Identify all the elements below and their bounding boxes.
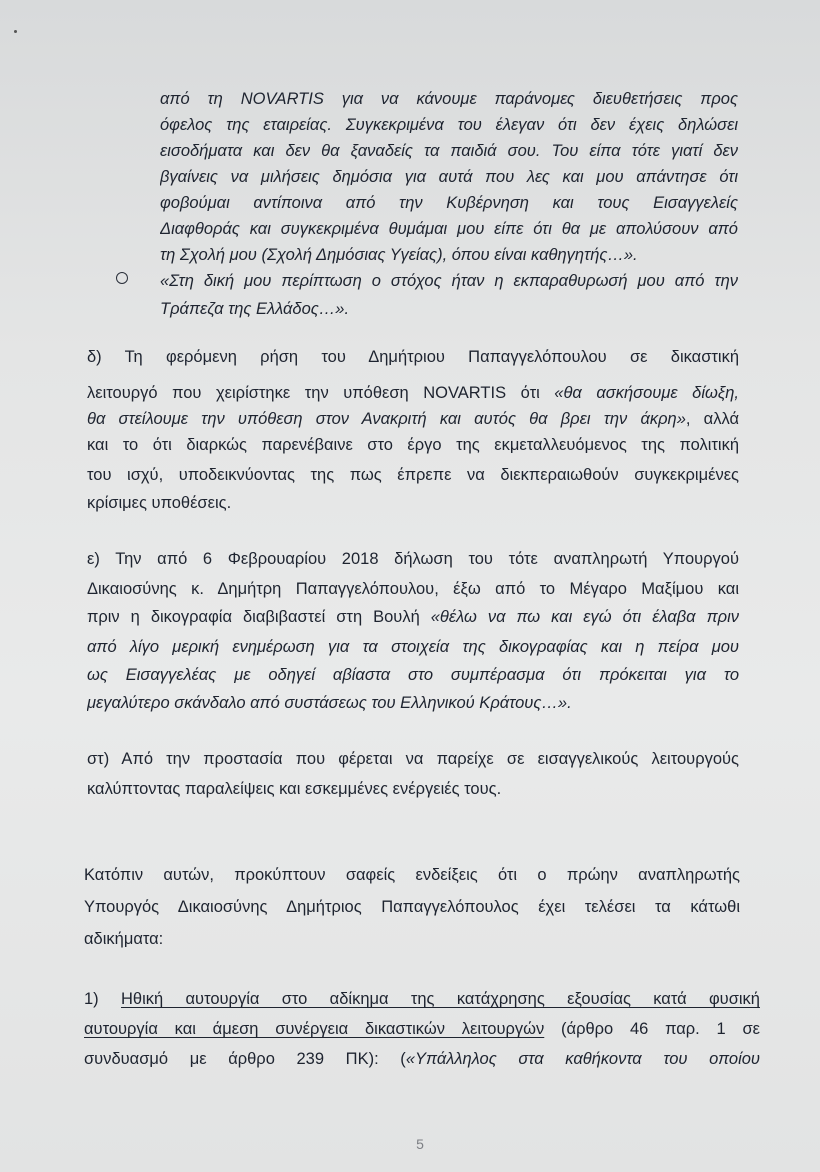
charge-title: Ηθική αυτουργία στο αδίκημα της κατάχρησης εξουσίας κατά φυσική: [121, 990, 760, 1008]
item-number: 1): [84, 990, 121, 1008]
text-line: ε) Την από 6 Φεβρουαρίου 2018 δήλωση του τότε αναπληρωτή Υπουργού: [87, 550, 739, 568]
quote-span: «θα ασκήσουμε δίωξη,: [554, 384, 739, 402]
text-line: όφελος της εταιρείας. Συγκεκριμένα του έλεγαν ότι δεν έχεις δηλώσει: [160, 116, 738, 134]
text-line: [84, 986, 760, 1012]
text-line: τη Σχολή μου (Σχολή Δημόσιας Υγείας), όπου είναι καθηγητής…».: [160, 246, 638, 264]
text-span: , αλλά: [685, 410, 739, 428]
text-line: Διαφθοράς και συγκεκριμένα θυμάμαι μου είπε ότι θα με απολύσουν από: [160, 220, 738, 238]
text-line: μεγαλύτερο σκάνδαλο από συστάσεως του Ελληνικού Κράτους…».: [87, 694, 572, 712]
text-line: εισοδήματα και δεν θα ξαναδείς τα παιδιά σου. Του είπα τότε γιατί δεν: [160, 142, 738, 160]
text-line: [87, 604, 739, 630]
quote-span: «θέλω να πω και εγώ ότι έλαβα πριν: [430, 608, 739, 626]
text-line: κρίσιμες υποθέσεις.: [87, 494, 232, 512]
text-line: Τράπεζα της Ελλάδος…».: [160, 300, 350, 318]
text-line: [87, 380, 739, 406]
text-line: «Στη δική μου περίπτωση ο στόχος ήταν η εκπαραθυρωσή μου από την: [160, 272, 738, 290]
text-line: του ισχύ, υποδεικνύοντας της πως έπρεπε να διεκπεραιωθούν συγκεκριμένες: [87, 466, 739, 484]
text-line: αδικήματα:: [84, 930, 164, 948]
text-line: Υπουργός Δικαιοσύνης Δημήτριος Παπαγγελόπουλος έχει τελέσει τα κάτωθι: [84, 898, 740, 916]
quote-span: «Υπάλληλος στα καθήκοντα του οποίου: [405, 1050, 760, 1068]
text-line: από λίγο μερική ενημέρωση για τα στοιχεία της δικογραφίας και η πείρα μου: [87, 638, 739, 656]
text-line: [87, 406, 739, 432]
text-line: [84, 1046, 760, 1072]
text-line: από τη NOVARTIS για να κάνουμε παράνομες διευθετήσεις προς: [160, 90, 738, 108]
text-line: βγαίνεις να μιλήσεις δημόσια για αυτά που λες και μου απάντησε ότι: [160, 168, 738, 186]
text-line: [84, 1016, 760, 1042]
charge-title: αυτουργία και άμεση συνέργεια δικαστικών λειτουργών: [84, 1020, 545, 1038]
text-line: δ) Τη φερόμενη ρήση του Δημήτριου Παπαγγελόπουλου σε δικαστική: [87, 348, 739, 366]
speck: [14, 30, 17, 33]
text-span: (άρθρο 46 παρ. 1 σε: [544, 1020, 760, 1038]
text-span: πριν η δικογραφία διαβιβαστεί στη Βουλή: [87, 608, 431, 626]
quote-span: θα στείλουμε την υπόθεση στον Ανακριτή και αυτός θα βρει την άκρη»: [87, 410, 686, 428]
page-number: 5: [416, 1136, 424, 1152]
text-span: λειτουργό που χειρίστηκε την υπόθεση NOVARTIS ότι: [87, 384, 555, 402]
text-line: ως Εισαγγελέας με οδηγεί αβίαστα στο συμπέρασμα ότι πρόκειται για το: [87, 666, 739, 684]
text-line: φοβούμαι αντίποινα από την Κυβέρνηση και τους Εισαγγελείς: [160, 194, 738, 212]
text-span: συνδυασμό με άρθρο 239 ΠΚ): (: [84, 1050, 406, 1068]
bullet-circle-icon: [116, 272, 128, 284]
text-line: καλύπτοντας παραλείψεις και εσκεμμένες ενέργειές τους.: [87, 780, 502, 798]
text-line: Κατόπιν αυτών, προκύπτουν σαφείς ενδείξεις ότι ο πρώην αναπληρωτής: [84, 866, 740, 884]
text-line: Δικαιοσύνης κ. Δημήτρη Παπαγγελόπουλου, έξω από το Μέγαρο Μαξίμου και: [87, 580, 739, 598]
text-line: και το ότι διαρκώς παρενέβαινε στο έργο της εκμεταλλευόμενος της πολιτική: [87, 436, 739, 454]
text-line: στ) Από την προστασία που φέρεται να παρείχε σε εισαγγελικούς λειτουργούς: [87, 750, 739, 768]
